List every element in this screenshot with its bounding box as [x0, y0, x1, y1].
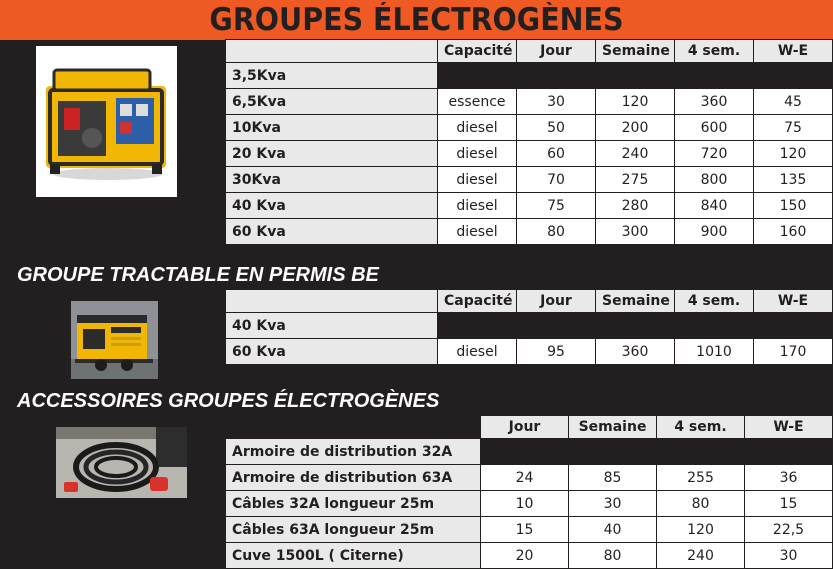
day-price-cell: 20 — [481, 543, 569, 569]
day-price-cell: 30 — [517, 89, 596, 115]
header-cell — [226, 40, 438, 63]
table-row — [226, 543, 833, 569]
header-cell: 4 sem. — [675, 40, 754, 63]
four-week-price-cell: 900 — [675, 219, 754, 245]
empty-cell — [438, 313, 833, 339]
header-cell: Capacité — [438, 290, 517, 313]
table-header-row — [226, 416, 833, 439]
table-header-row — [226, 40, 833, 63]
row-label: 20 Kva — [226, 141, 438, 167]
row-label: 60 Kva — [226, 219, 438, 245]
table-row — [226, 339, 833, 365]
day-price-cell: 75 — [517, 193, 596, 219]
table-row — [226, 167, 833, 193]
day-price-cell: 15 — [481, 517, 569, 543]
day-price-cell: 60 — [517, 141, 596, 167]
weekend-price-cell: 135 — [754, 167, 833, 193]
row-label: Cuve 1500L ( Citerne) — [226, 543, 481, 569]
capacity-cell: diesel — [438, 167, 517, 193]
four-week-price-cell: 120 — [657, 517, 745, 543]
row-label: 6,5Kva — [226, 89, 438, 115]
weekend-price-cell: 30 — [745, 543, 833, 569]
row-label: 10Kva — [226, 115, 438, 141]
week-price-cell: 120 — [596, 89, 675, 115]
table-row — [226, 465, 833, 491]
generator-photo — [36, 46, 177, 197]
header-cell: Semaine — [596, 40, 675, 63]
title-banner — [0, 0, 833, 40]
four-week-price-cell: 1010 — [675, 339, 754, 365]
week-price-cell: 275 — [596, 167, 675, 193]
week-price-cell: 80 — [569, 543, 657, 569]
weekend-price-cell: 170 — [754, 339, 833, 365]
row-label: Armoire de distribution 32A — [226, 439, 481, 465]
table-row — [226, 439, 833, 465]
table-header-row — [226, 290, 833, 313]
table-row — [226, 193, 833, 219]
four-week-price-cell: 800 — [675, 167, 754, 193]
weekend-price-cell: 75 — [754, 115, 833, 141]
weekend-price-cell: 120 — [754, 141, 833, 167]
four-week-price-cell: 80 — [657, 491, 745, 517]
row-label: 40 Kva — [226, 313, 438, 339]
capacity-cell: diesel — [438, 115, 517, 141]
towable-generator-photo — [71, 301, 158, 379]
table-row — [226, 89, 833, 115]
row-label: Armoire de distribution 63A — [226, 465, 481, 491]
week-price-cell: 300 — [596, 219, 675, 245]
weekend-price-cell: 150 — [754, 193, 833, 219]
week-price-cell: 240 — [596, 141, 675, 167]
capacity-cell: diesel — [438, 219, 517, 245]
day-price-cell: 50 — [517, 115, 596, 141]
weekend-price-cell: 36 — [745, 465, 833, 491]
day-price-cell: 70 — [517, 167, 596, 193]
day-price-cell: 10 — [481, 491, 569, 517]
row-label: Câbles 32A longueur 25m — [226, 491, 481, 517]
header-cell: Semaine — [596, 290, 675, 313]
week-price-cell: 40 — [569, 517, 657, 543]
tractable-table — [225, 289, 833, 365]
table-row — [226, 491, 833, 517]
week-price-cell: 85 — [569, 465, 657, 491]
row-label: 30Kva — [226, 167, 438, 193]
row-label: 60 Kva — [226, 339, 438, 365]
weekend-price-cell: 15 — [745, 491, 833, 517]
table-row — [226, 313, 833, 339]
day-price-cell: 24 — [481, 465, 569, 491]
tractable-section-title: GROUPE TRACTABLE EN PERMIS BE — [17, 264, 379, 286]
week-price-cell: 360 — [596, 339, 675, 365]
capacity-cell: essence — [438, 89, 517, 115]
table-row — [226, 219, 833, 245]
four-week-price-cell: 600 — [675, 115, 754, 141]
day-price-cell: 95 — [517, 339, 596, 365]
weekend-price-cell: 22,5 — [745, 517, 833, 543]
table-row — [226, 115, 833, 141]
four-week-price-cell: 360 — [675, 89, 754, 115]
accessories-table — [225, 415, 833, 569]
capacity-cell: diesel — [438, 339, 517, 365]
header-cell: Jour — [517, 40, 596, 63]
four-week-price-cell: 840 — [675, 193, 754, 219]
page-title: GROUPES ÉLECTROGÈNES — [209, 2, 624, 38]
table-row — [226, 63, 833, 89]
four-week-price-cell: 240 — [657, 543, 745, 569]
header-cell: Jour — [481, 416, 569, 439]
empty-cell — [438, 63, 833, 89]
week-price-cell: 200 — [596, 115, 675, 141]
header-cell: Capacité — [438, 40, 517, 63]
weekend-price-cell: 45 — [754, 89, 833, 115]
header-cell — [226, 290, 438, 313]
header-cell: Jour — [517, 290, 596, 313]
row-label: 3,5Kva — [226, 63, 438, 89]
weekend-price-cell: 160 — [754, 219, 833, 245]
row-label: Câbles 63A longueur 25m — [226, 517, 481, 543]
header-cell: W-E — [754, 40, 833, 63]
accessories-section-title: ACCESSOIRES GROUPES ÉLECTROGÈNES — [17, 390, 440, 412]
header-cell — [226, 416, 481, 439]
header-cell: Semaine — [569, 416, 657, 439]
capacity-cell: diesel — [438, 193, 517, 219]
week-price-cell: 30 — [569, 491, 657, 517]
four-week-price-cell: 720 — [675, 141, 754, 167]
empty-cell — [481, 439, 833, 465]
header-cell: W-E — [754, 290, 833, 313]
week-price-cell: 280 — [596, 193, 675, 219]
four-week-price-cell: 255 — [657, 465, 745, 491]
capacity-cell: diesel — [438, 141, 517, 167]
header-cell: 4 sem. — [657, 416, 745, 439]
row-label: 40 Kva — [226, 193, 438, 219]
header-cell: W-E — [745, 416, 833, 439]
generators-table — [225, 39, 833, 245]
day-price-cell: 80 — [517, 219, 596, 245]
cables-photo — [56, 427, 187, 498]
table-row — [226, 517, 833, 543]
table-row — [226, 141, 833, 167]
header-cell: 4 sem. — [675, 290, 754, 313]
